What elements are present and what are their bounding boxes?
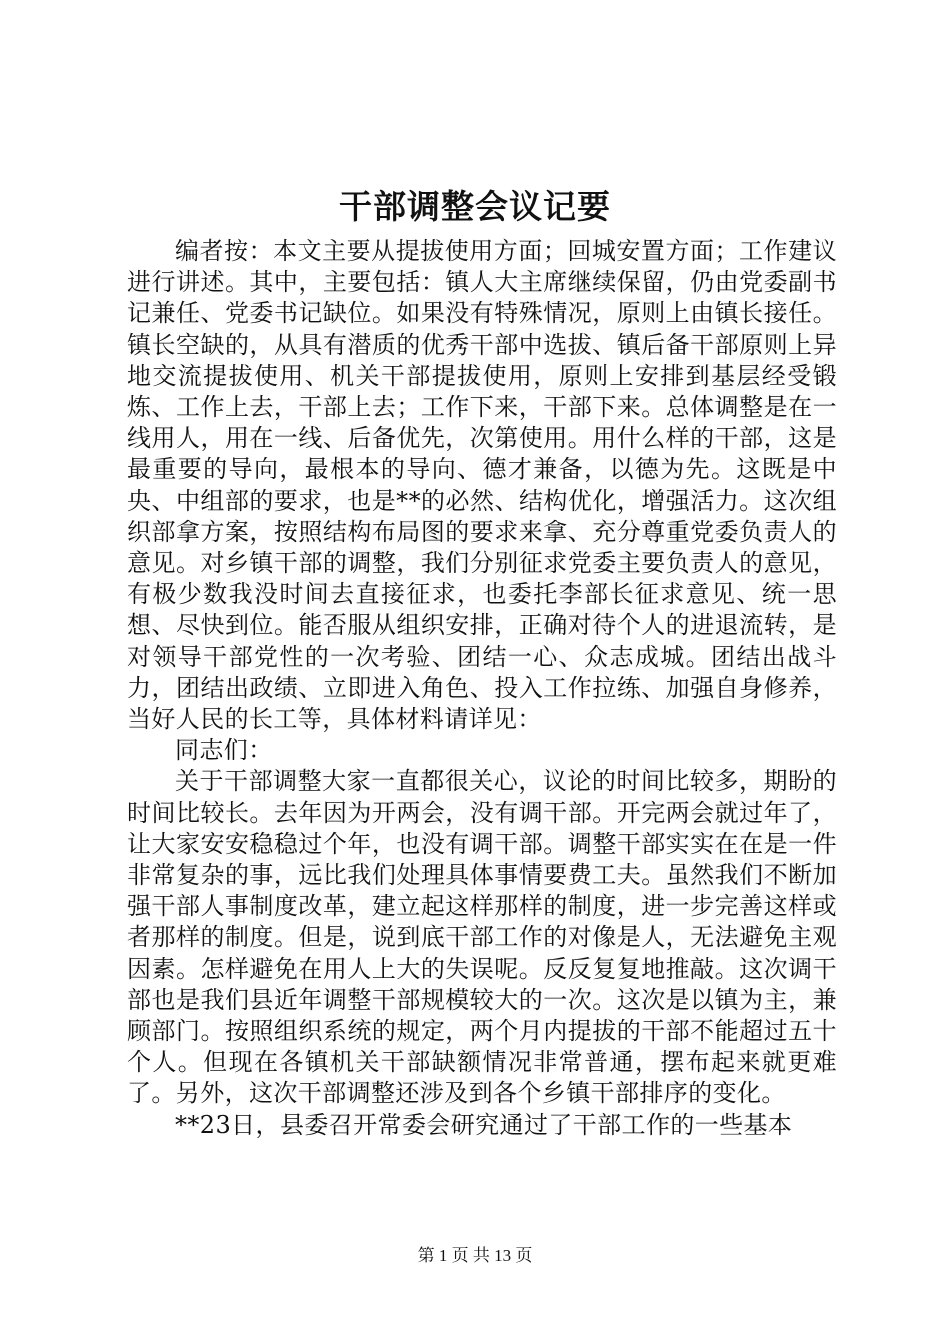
page-number-footer: 第 1 页 共 13 页 (417, 1246, 533, 1265)
document-title: 干部调整会议记要 (339, 187, 611, 226)
body-paragraph: **23日，县委召开常委会研究通过了干部工作的一些基本 (175, 1110, 793, 1139)
editor-note-paragraph: 编者按：本文主要从提拔使用方面；回城安置方面；工作建议进行讲述。其中，主要包括：镇人大主席继续保留，仍由党委副书记兼任、党委书记缺位。如果没有特殊情况，原则上由镇长接任。镇长空缺的，从具有潜质的优秀干部中选拔、镇后备干部原则上异地交流提拔使用、机关干部提拔使用，原则上安排到基层经受锻炼、工作上去，干部上去；工作下来，干部下来。总体调整是在一线用人，用在一线、后备优先，次第使用。用什么样的干部，这是最重要的导向，最根本的导向、德才兼备，以德为先。这既是中央、中组部的要求，也是**的必然、结构优化，增强活力。这次组织部拿方案，按照结构布局图的要求来拿、充分尊重党委负责人的意见。对乡镇干部的调整，我们分别征求党委主要负责人的意见，有极少数我没时间去直接征求，也委托李部长征求意见、统一思想、尽快到位。能否服从组织安排，正确对待个人的进退流转，是对领导干部党性的一次考验、团结一心、众志成城。团结出战斗力，团结出政绩、立即进入角色、投入工作拉练、加强自身修养，当好人民的长工等，具体材料请详见： (127, 237, 837, 734)
salutation-paragraph: 同志们： (175, 736, 273, 765)
document-body (127, 236, 837, 1141)
body-paragraph: 关于干部调整大家一直都很关心，议论的时间比较多，期盼的时间比较长。去年因为开两会，没有调干部。开完两会就过年了，让大家安安稳稳过个年，也没有调干部。调整干部实实在在是一件非常复杂的事，远比我们处理具体事情要费工夫。虽然我们不断加强干部人事制度改革，建立起这样那样的制度，进一步完善这样或者那样的制度。但是，说到底干部工作的对像是人，无法避免主观因素。怎样避免在用人上大的失误呢。反反复复地推敲。这次调干部也是我们县近年调整干部规模较大的一次。这次是以镇为主，兼顾部门。按照组织系统的规定，两个月内提拔的干部不能超过五十个人。但现在各镇机关干部缺额情况非常普通，摆布起来就更难了。另外，这次干部调整还涉及到各个乡镇干部排序的变化。 (127, 767, 837, 1108)
